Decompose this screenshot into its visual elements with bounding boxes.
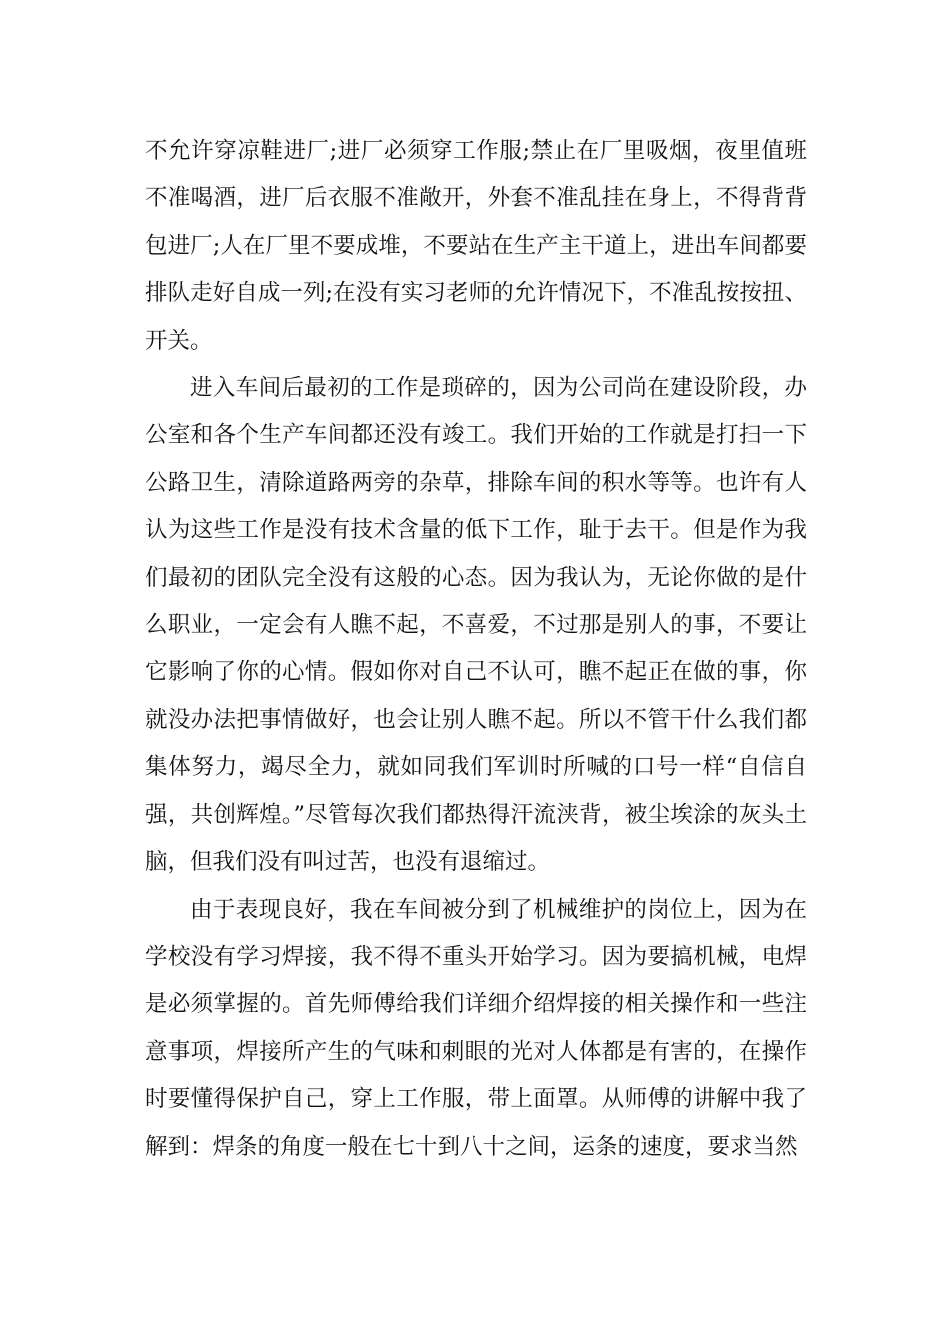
document-body bbox=[145, 128, 807, 1171]
paragraph-factory-rules: 不允许穿凉鞋进厂;进厂必须穿工作服;禁止在厂里吸烟，夜里值班不准喝酒，进厂后衣服不准敞开，外套不准乱挂在身上，不得背背包进厂;人在厂里不要成堆，不要站在生产主干道上，进出车间都要排队走好自成一列;在没有实习老师的允许情况下，不准乱按按扭、开关。 bbox=[145, 138, 807, 354]
paragraph-workshop-initial-work: 进入车间后最初的工作是琐碎的，因为公司尚在建设阶段，办公室和各个生产车间都还没有竣工。我们开始的工作就是打扫一下公路卫生，清除道路两旁的杂草，排除车间的积水等等。也许有人认为这些工作是没有技术含量的低下工作，耻于去干。但是作为我们最初的团队完全没有这般的心态。因为我认为，无论你做的是什么职业，一定会有人瞧不起，不喜爱，不过那是别人的事，不要让它影响了你的心情。假如你对自己不认可，瞧不起正在做的事，你就没办法把事情做好，也会让别人瞧不起。所以不管干什么我们都集体努力，竭尽全力，就如同我们军训时所喊的口号一样“自信自强，共创辉煌。”尽管每次我们都热得汗流浃背，被尘埃涂的灰头土脑，但我们没有叫过苦，也没有退缩过。 bbox=[145, 375, 807, 876]
paragraph-welding-training: 由于表现良好，我在车间被分到了机械维护的岗位上，因为在学校没有学习焊接，我不得不重头开始学习。因为要搞机械，电焊是必须掌握的。首先师傅给我们详细介绍焊接的相关操作和一些注意事项，焊接所产生的气味和刺眼的光对人体都是有害的，在操作时要懂得保护自己，穿上工作服，带上面罩。从师傅的讲解中我了解到：焊条的角度一般在七十到八十之间，运条的速度，要求当然 bbox=[145, 896, 807, 1160]
